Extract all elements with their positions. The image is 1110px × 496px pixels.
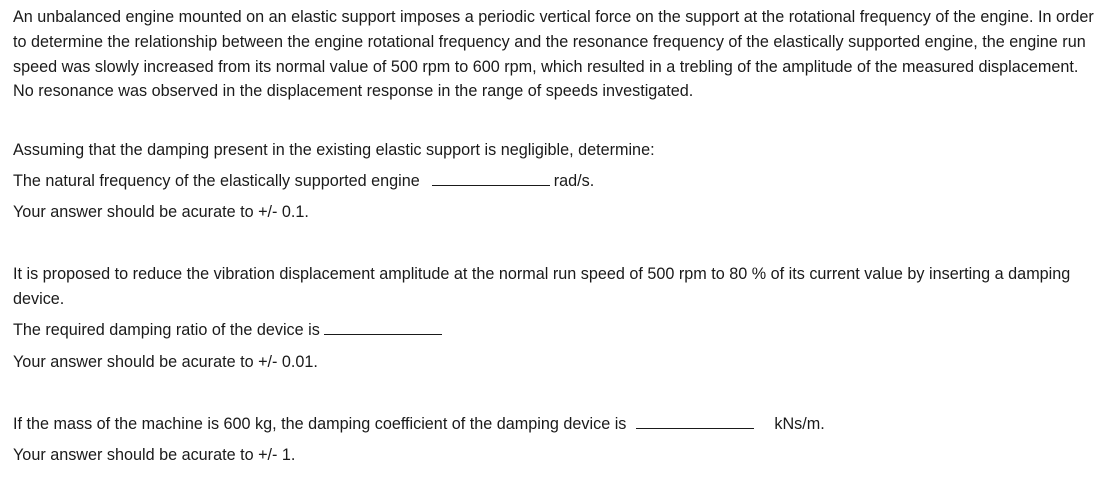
q1-accuracy-text: Your answer should be acurate to +/- 0.1. [13, 203, 309, 221]
q1-unit-text: rad/s. [553, 172, 595, 190]
q2-accuracy-text: Your answer should be acurate to +/- 0.01. [13, 353, 318, 371]
q3-answer-blank[interactable] [636, 414, 754, 429]
q3-accuracy-text: Your answer should be acurate to +/- 1. [13, 446, 296, 464]
q1-answer-blank[interactable] [432, 171, 550, 186]
q2-intro-text: It is proposed to reduce the vibration displacement amplitude at the normal run speed of 500 rpm to 80 % of its current value by inserting a damping device. [13, 265, 1071, 308]
q2-question-line [13, 320, 442, 340]
q1-assumption-text: Assuming that the damping present in the existing elastic support is negligible, determine: [13, 141, 655, 159]
q1-question-line [13, 171, 594, 191]
q2-question-text: The required damping ratio of the device is [13, 321, 320, 339]
q3-question-text: If the mass of the machine is 600 kg, the damping coefficient of the damping device is [13, 415, 627, 433]
q1-question-text: The natural frequency of the elastically supported engine [13, 172, 420, 190]
q3-question-line [13, 414, 825, 434]
q1-intro-text: An unbalanced engine mounted on an elastic support imposes a periodic vertical force on the support at the rotational frequency of the engine. In order to determine the relationship between the engine rotational frequency and the resonance frequency of the elastically supported engine, the engine run speed was slowly increased from its normal value of 500 rpm to 600 rpm, which resulted in a trebling of the amplitude of the measured displacement. No resonance was observed in the displacement response in the range of speeds investigated. [13, 8, 1094, 101]
q3-unit-text: kNs/m. [774, 415, 825, 433]
q2-answer-blank[interactable] [324, 320, 442, 335]
